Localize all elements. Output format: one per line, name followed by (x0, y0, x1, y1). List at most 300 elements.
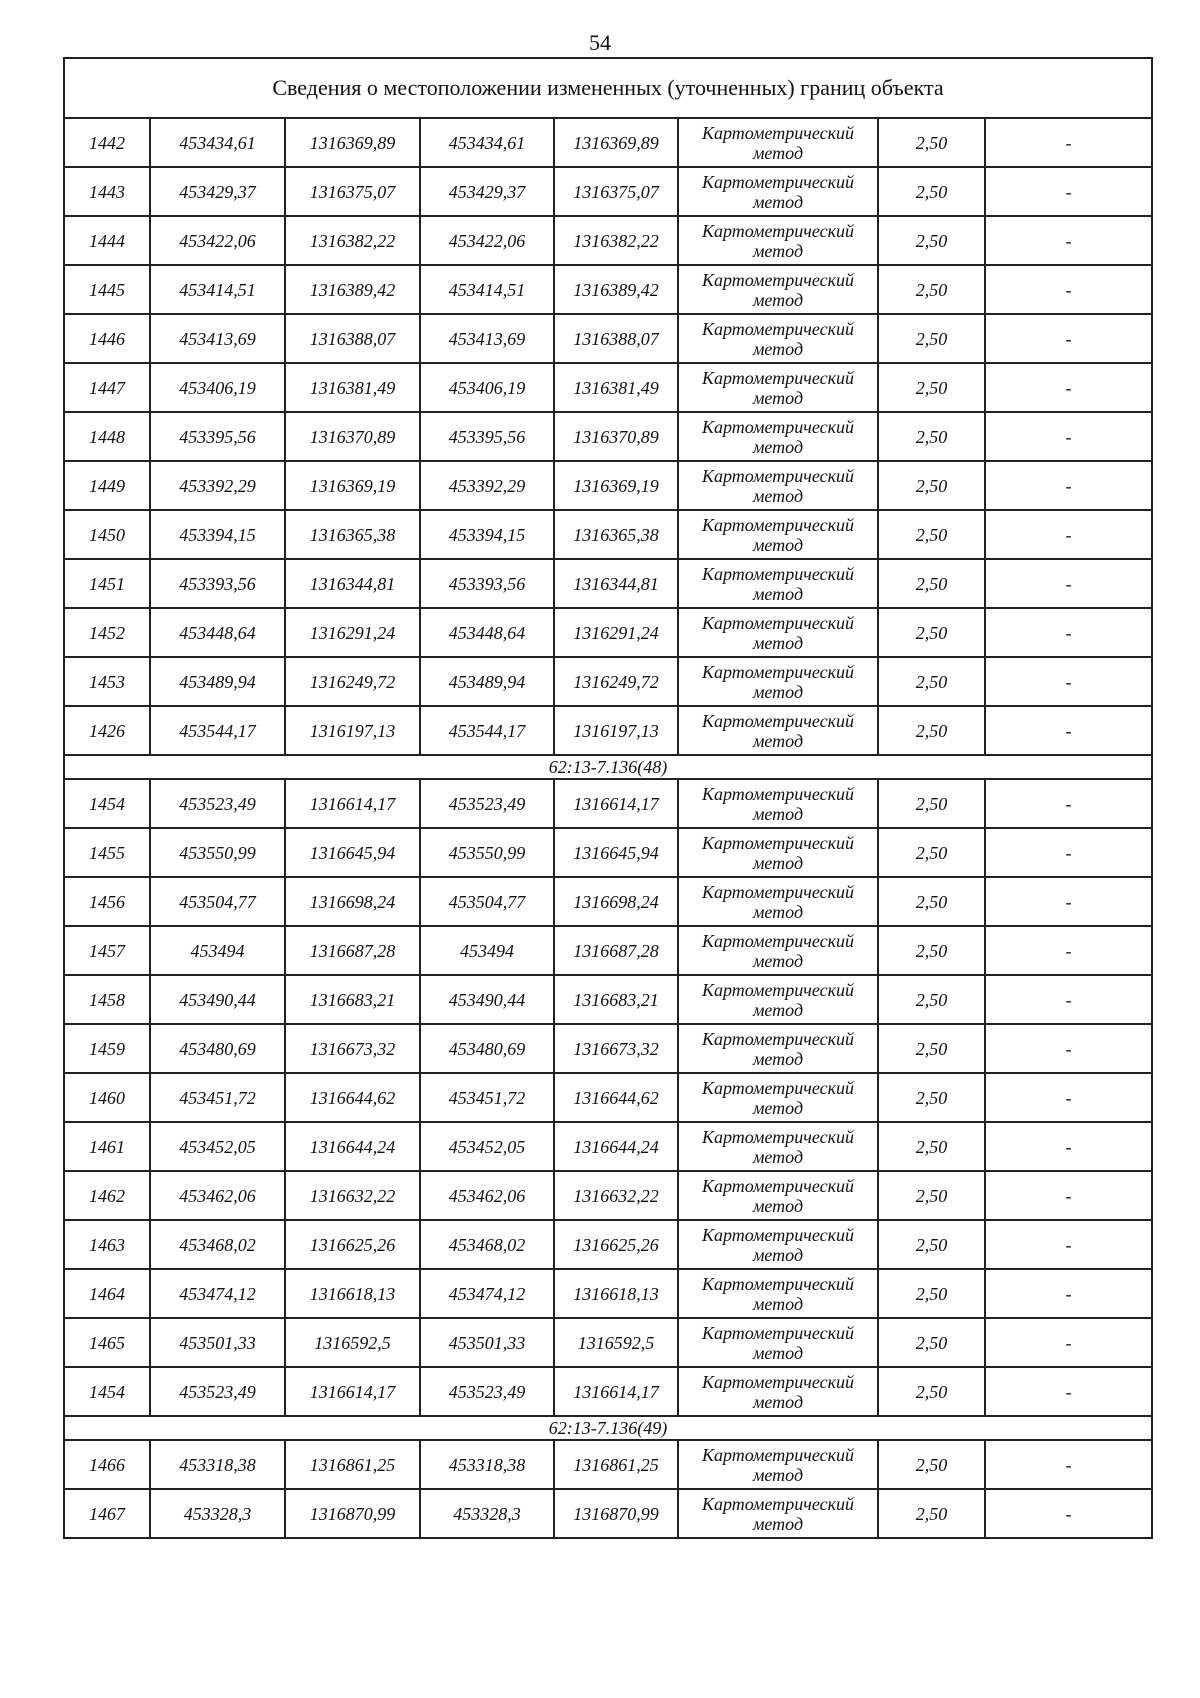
method-line-1: Картометрический (701, 465, 854, 486)
description-cell: - (985, 461, 1152, 510)
new-y-cell: 1316644,62 (554, 1073, 678, 1122)
new-y-cell: 1316365,38 (554, 510, 678, 559)
method-cell (678, 510, 878, 559)
point-number-cell: 1465 (64, 1318, 150, 1367)
new-y-cell: 1316632,22 (554, 1171, 678, 1220)
new-x-cell: 453434,61 (420, 118, 554, 167)
new-y-cell: 1316625,26 (554, 1220, 678, 1269)
method-cell (678, 877, 878, 926)
existing-x-cell: 453394,15 (150, 510, 285, 559)
new-x-cell: 453451,72 (420, 1073, 554, 1122)
table-row (64, 510, 1152, 559)
new-y-cell: 1316344,81 (554, 559, 678, 608)
method-cell (678, 706, 878, 755)
method-line-1: Картометрический (701, 318, 854, 339)
method-line-2: метод (752, 583, 804, 604)
point-number-cell: 1447 (64, 363, 150, 412)
page-number: 54 (589, 30, 611, 55)
description-cell: - (985, 657, 1152, 706)
existing-x-cell: 453523,49 (150, 779, 285, 828)
new-x-cell: 453544,17 (420, 706, 554, 755)
new-y-cell: 1316197,13 (554, 706, 678, 755)
new-y-cell: 1316644,24 (554, 1122, 678, 1171)
point-number-cell: 1448 (64, 412, 150, 461)
point-number-cell: 1458 (64, 975, 150, 1024)
new-y-cell: 1316369,89 (554, 118, 678, 167)
table-row (64, 265, 1152, 314)
existing-y-cell: 1316197,13 (285, 706, 420, 755)
method-line-1: Картометрический (701, 979, 854, 1000)
section-label-row (64, 755, 1152, 779)
method-line-1: Картометрический (701, 1077, 854, 1098)
point-number-cell: 1445 (64, 265, 150, 314)
new-y-cell: 1316861,25 (554, 1440, 678, 1489)
description-cell: - (985, 1073, 1152, 1122)
new-x-cell: 453429,37 (420, 167, 554, 216)
method-line-2: метод (752, 436, 804, 457)
method-cell (678, 314, 878, 363)
new-x-cell: 453474,12 (420, 1269, 554, 1318)
method-line-1: Картометрический (701, 514, 854, 535)
new-y-cell: 1316375,07 (554, 167, 678, 216)
accuracy-cell: 2,50 (878, 706, 985, 755)
existing-x-cell: 453429,37 (150, 167, 285, 216)
accuracy-cell: 2,50 (878, 657, 985, 706)
accuracy-cell: 2,50 (878, 828, 985, 877)
table-row (64, 1367, 1152, 1416)
method-line-1: Картометрический (701, 881, 854, 902)
point-number-cell: 1446 (64, 314, 150, 363)
method-line-2: метод (752, 485, 804, 506)
method-cell (678, 461, 878, 510)
method-line-1: Картометрический (701, 563, 854, 584)
method-cell (678, 167, 878, 216)
method-line-1: Картометрический (701, 1224, 854, 1245)
method-line-1: Картометрический (701, 612, 854, 633)
new-y-cell: 1316645,94 (554, 828, 678, 877)
description-cell: - (985, 559, 1152, 608)
existing-x-cell: 453414,51 (150, 265, 285, 314)
method-line-2: метод (752, 681, 804, 702)
new-x-cell: 453523,49 (420, 779, 554, 828)
accuracy-cell: 2,50 (878, 975, 985, 1024)
method-line-2: метод (752, 1342, 804, 1363)
section-label: 62:13-7.136(48) (64, 755, 1152, 779)
description-cell: - (985, 1318, 1152, 1367)
description-cell: - (985, 706, 1152, 755)
existing-y-cell: 1316645,94 (285, 828, 420, 877)
description-cell: - (985, 1440, 1152, 1489)
new-y-cell: 1316369,19 (554, 461, 678, 510)
method-line-1: Картометрический (701, 1444, 854, 1465)
point-number-cell: 1453 (64, 657, 150, 706)
new-y-cell: 1316698,24 (554, 877, 678, 926)
new-x-cell: 453318,38 (420, 1440, 554, 1489)
new-y-cell: 1316291,24 (554, 608, 678, 657)
point-number-cell: 1449 (64, 461, 150, 510)
new-y-cell: 1316592,5 (554, 1318, 678, 1367)
existing-x-cell: 453490,44 (150, 975, 285, 1024)
table-row (64, 1073, 1152, 1122)
point-number-cell: 1454 (64, 779, 150, 828)
existing-x-cell: 453393,56 (150, 559, 285, 608)
description-cell: - (985, 265, 1152, 314)
existing-x-cell: 453544,17 (150, 706, 285, 755)
method-line-1: Картометрический (701, 220, 854, 241)
accuracy-cell: 2,50 (878, 559, 985, 608)
new-y-cell: 1316618,13 (554, 1269, 678, 1318)
point-number-cell: 1455 (64, 828, 150, 877)
method-cell (678, 1073, 878, 1122)
method-line-2: метод (752, 1195, 804, 1216)
new-x-cell: 453414,51 (420, 265, 554, 314)
new-y-cell: 1316683,21 (554, 975, 678, 1024)
table-row (64, 1269, 1152, 1318)
section-label: 62:13-7.136(49) (64, 1416, 1152, 1440)
method-line-2: метод (752, 950, 804, 971)
point-number-cell: 1459 (64, 1024, 150, 1073)
description-cell: - (985, 877, 1152, 926)
table-row (64, 412, 1152, 461)
description-cell: - (985, 1220, 1152, 1269)
accuracy-cell: 2,50 (878, 412, 985, 461)
existing-y-cell: 1316592,5 (285, 1318, 420, 1367)
accuracy-cell: 2,50 (878, 1318, 985, 1367)
new-y-cell: 1316249,72 (554, 657, 678, 706)
accuracy-cell: 2,50 (878, 877, 985, 926)
description-cell: - (985, 779, 1152, 828)
existing-y-cell: 1316614,17 (285, 779, 420, 828)
new-x-cell: 453328,3 (420, 1489, 554, 1538)
point-number-cell: 1467 (64, 1489, 150, 1538)
method-line-2: метод (752, 901, 804, 922)
method-line-2: метод (752, 387, 804, 408)
point-number-cell: 1464 (64, 1269, 150, 1318)
description-cell: - (985, 926, 1152, 975)
boundary-coordinates-table (63, 57, 1153, 1539)
point-number-cell: 1442 (64, 118, 150, 167)
point-number-cell: 1444 (64, 216, 150, 265)
accuracy-cell: 2,50 (878, 510, 985, 559)
existing-x-cell: 453550,99 (150, 828, 285, 877)
existing-y-cell: 1316382,22 (285, 216, 420, 265)
table-row (64, 706, 1152, 755)
table-row (64, 118, 1152, 167)
method-cell (678, 1367, 878, 1416)
method-cell (678, 1489, 878, 1538)
existing-x-cell: 453406,19 (150, 363, 285, 412)
table-row (64, 1220, 1152, 1269)
new-x-cell: 453406,19 (420, 363, 554, 412)
method-line-2: метод (752, 191, 804, 212)
method-line-2: метод (752, 1146, 804, 1167)
new-y-cell: 1316687,28 (554, 926, 678, 975)
point-number-cell: 1454 (64, 1367, 150, 1416)
accuracy-cell: 2,50 (878, 1024, 985, 1073)
existing-x-cell: 453489,94 (150, 657, 285, 706)
point-number-cell: 1466 (64, 1440, 150, 1489)
method-cell (678, 559, 878, 608)
table-row (64, 559, 1152, 608)
method-line-1: Картометрический (701, 122, 854, 143)
description-cell: - (985, 828, 1152, 877)
method-line-1: Картометрический (701, 710, 854, 731)
method-cell (678, 608, 878, 657)
new-x-cell: 453413,69 (420, 314, 554, 363)
existing-x-cell: 453413,69 (150, 314, 285, 363)
new-x-cell: 453501,33 (420, 1318, 554, 1367)
method-line-2: метод (752, 1391, 804, 1412)
method-cell (678, 1171, 878, 1220)
method-line-1: Картометрический (701, 1273, 854, 1294)
table-row (64, 779, 1152, 828)
method-cell (678, 1440, 878, 1489)
accuracy-cell: 2,50 (878, 1489, 985, 1538)
new-y-cell: 1316389,42 (554, 265, 678, 314)
new-x-cell: 453550,99 (420, 828, 554, 877)
new-y-cell: 1316614,17 (554, 779, 678, 828)
table-row (64, 314, 1152, 363)
existing-y-cell: 1316683,21 (285, 975, 420, 1024)
accuracy-cell: 2,50 (878, 265, 985, 314)
point-number-cell: 1452 (64, 608, 150, 657)
method-line-1: Картометрический (701, 1371, 854, 1392)
table-row (64, 926, 1152, 975)
method-line-2: метод (752, 632, 804, 653)
point-number-cell: 1451 (64, 559, 150, 608)
method-line-2: метод (752, 1293, 804, 1314)
accuracy-cell: 2,50 (878, 216, 985, 265)
table-row (64, 1024, 1152, 1073)
point-number-cell: 1456 (64, 877, 150, 926)
method-cell (678, 1318, 878, 1367)
existing-x-cell: 453504,77 (150, 877, 285, 926)
method-line-2: метод (752, 1513, 804, 1534)
new-y-cell: 1316382,22 (554, 216, 678, 265)
description-cell: - (985, 314, 1152, 363)
existing-y-cell: 1316375,07 (285, 167, 420, 216)
point-number-cell: 1426 (64, 706, 150, 755)
existing-y-cell: 1316344,81 (285, 559, 420, 608)
point-number-cell: 1460 (64, 1073, 150, 1122)
description-cell: - (985, 1171, 1152, 1220)
accuracy-cell: 2,50 (878, 118, 985, 167)
description-cell: - (985, 216, 1152, 265)
existing-y-cell: 1316249,72 (285, 657, 420, 706)
method-line-1: Картометрический (701, 416, 854, 437)
method-cell (678, 118, 878, 167)
new-y-cell: 1316388,07 (554, 314, 678, 363)
existing-x-cell: 453318,38 (150, 1440, 285, 1489)
method-line-2: метод (752, 999, 804, 1020)
existing-x-cell: 453468,02 (150, 1220, 285, 1269)
new-x-cell: 453422,06 (420, 216, 554, 265)
existing-y-cell: 1316870,99 (285, 1489, 420, 1538)
method-line-1: Картометрический (701, 1028, 854, 1049)
description-cell: - (985, 608, 1152, 657)
method-line-2: метод (752, 240, 804, 261)
table-row (64, 461, 1152, 510)
method-cell (678, 363, 878, 412)
table-row (64, 216, 1152, 265)
new-x-cell: 453448,64 (420, 608, 554, 657)
new-x-cell: 453452,05 (420, 1122, 554, 1171)
existing-y-cell: 1316370,89 (285, 412, 420, 461)
method-line-1: Картометрический (701, 1493, 854, 1514)
description-cell: - (985, 975, 1152, 1024)
description-cell: - (985, 118, 1152, 167)
new-x-cell: 453504,77 (420, 877, 554, 926)
method-line-2: метод (752, 1048, 804, 1069)
new-x-cell: 453490,44 (420, 975, 554, 1024)
existing-x-cell: 453434,61 (150, 118, 285, 167)
method-cell (678, 657, 878, 706)
new-x-cell: 453394,15 (420, 510, 554, 559)
section-label-row (64, 1416, 1152, 1440)
new-x-cell: 453395,56 (420, 412, 554, 461)
new-x-cell: 453462,06 (420, 1171, 554, 1220)
description-cell: - (985, 510, 1152, 559)
accuracy-cell: 2,50 (878, 1073, 985, 1122)
method-line-2: метод (752, 142, 804, 163)
accuracy-cell: 2,50 (878, 363, 985, 412)
point-number-cell: 1463 (64, 1220, 150, 1269)
table-row (64, 363, 1152, 412)
existing-y-cell: 1316618,13 (285, 1269, 420, 1318)
existing-y-cell: 1316698,24 (285, 877, 420, 926)
accuracy-cell: 2,50 (878, 167, 985, 216)
method-line-1: Картометрический (701, 1175, 854, 1196)
accuracy-cell: 2,50 (878, 1220, 985, 1269)
accuracy-cell: 2,50 (878, 926, 985, 975)
new-y-cell: 1316370,89 (554, 412, 678, 461)
description-cell: - (985, 412, 1152, 461)
method-line-2: метод (752, 338, 804, 359)
new-y-cell: 1316870,99 (554, 1489, 678, 1538)
method-cell (678, 412, 878, 461)
method-line-2: метод (752, 1244, 804, 1265)
method-cell (678, 779, 878, 828)
description-cell: - (985, 1269, 1152, 1318)
method-line-1: Картометрический (701, 832, 854, 853)
existing-y-cell: 1316614,17 (285, 1367, 420, 1416)
method-line-1: Картометрический (701, 930, 854, 951)
accuracy-cell: 2,50 (878, 314, 985, 363)
table-row (64, 1318, 1152, 1367)
new-x-cell: 453489,94 (420, 657, 554, 706)
accuracy-cell: 2,50 (878, 608, 985, 657)
method-cell (678, 1269, 878, 1318)
existing-x-cell: 453448,64 (150, 608, 285, 657)
existing-x-cell: 453392,29 (150, 461, 285, 510)
existing-y-cell: 1316369,89 (285, 118, 420, 167)
existing-x-cell: 453422,06 (150, 216, 285, 265)
description-cell: - (985, 1122, 1152, 1171)
existing-y-cell: 1316673,32 (285, 1024, 420, 1073)
method-cell (678, 1122, 878, 1171)
method-line-1: Картометрический (701, 1126, 854, 1147)
accuracy-cell: 2,50 (878, 1122, 985, 1171)
new-x-cell: 453494 (420, 926, 554, 975)
description-cell: - (985, 1489, 1152, 1538)
existing-y-cell: 1316861,25 (285, 1440, 420, 1489)
existing-y-cell: 1316291,24 (285, 608, 420, 657)
existing-y-cell: 1316644,62 (285, 1073, 420, 1122)
table-row (64, 1122, 1152, 1171)
table-row (64, 1171, 1152, 1220)
accuracy-cell: 2,50 (878, 1171, 985, 1220)
new-x-cell: 453480,69 (420, 1024, 554, 1073)
new-x-cell: 453392,29 (420, 461, 554, 510)
table-row (64, 877, 1152, 926)
description-cell: - (985, 167, 1152, 216)
method-line-1: Картометрический (701, 171, 854, 192)
new-x-cell: 453523,49 (420, 1367, 554, 1416)
method-line-1: Картометрический (701, 661, 854, 682)
existing-x-cell: 453523,49 (150, 1367, 285, 1416)
method-cell (678, 926, 878, 975)
method-cell (678, 975, 878, 1024)
new-x-cell: 453468,02 (420, 1220, 554, 1269)
existing-y-cell: 1316381,49 (285, 363, 420, 412)
method-line-1: Картометрический (701, 783, 854, 804)
method-cell (678, 1024, 878, 1073)
new-y-cell: 1316614,17 (554, 1367, 678, 1416)
method-cell (678, 828, 878, 877)
existing-y-cell: 1316687,28 (285, 926, 420, 975)
description-cell: - (985, 1367, 1152, 1416)
table-row (64, 975, 1152, 1024)
existing-x-cell: 453452,05 (150, 1122, 285, 1171)
existing-y-cell: 1316625,26 (285, 1220, 420, 1269)
existing-x-cell: 453474,12 (150, 1269, 285, 1318)
point-number-cell: 1461 (64, 1122, 150, 1171)
existing-x-cell: 453328,3 (150, 1489, 285, 1538)
existing-x-cell: 453395,56 (150, 412, 285, 461)
method-line-2: метод (752, 1097, 804, 1118)
method-cell (678, 216, 878, 265)
method-cell (678, 265, 878, 314)
table-row (64, 657, 1152, 706)
table-row (64, 828, 1152, 877)
existing-y-cell: 1316369,19 (285, 461, 420, 510)
existing-x-cell: 453494 (150, 926, 285, 975)
accuracy-cell: 2,50 (878, 779, 985, 828)
table-title: Сведения о местоположении измененных (уточненных) границ объекта (64, 58, 1152, 118)
existing-x-cell: 453480,69 (150, 1024, 285, 1073)
existing-y-cell: 1316389,42 (285, 265, 420, 314)
table-row (64, 1489, 1152, 1538)
method-line-2: метод (752, 289, 804, 310)
method-line-2: метод (752, 730, 804, 751)
accuracy-cell: 2,50 (878, 461, 985, 510)
method-line-2: метод (752, 1464, 804, 1485)
method-line-2: метод (752, 852, 804, 873)
description-cell: - (985, 1024, 1152, 1073)
point-number-cell: 1462 (64, 1171, 150, 1220)
existing-y-cell: 1316365,38 (285, 510, 420, 559)
existing-y-cell: 1316388,07 (285, 314, 420, 363)
existing-y-cell: 1316644,24 (285, 1122, 420, 1171)
method-cell (678, 1220, 878, 1269)
table-row (64, 608, 1152, 657)
method-line-2: метод (752, 803, 804, 824)
existing-y-cell: 1316632,22 (285, 1171, 420, 1220)
new-y-cell: 1316673,32 (554, 1024, 678, 1073)
point-number-cell: 1443 (64, 167, 150, 216)
table-row (64, 167, 1152, 216)
accuracy-cell: 2,50 (878, 1269, 985, 1318)
